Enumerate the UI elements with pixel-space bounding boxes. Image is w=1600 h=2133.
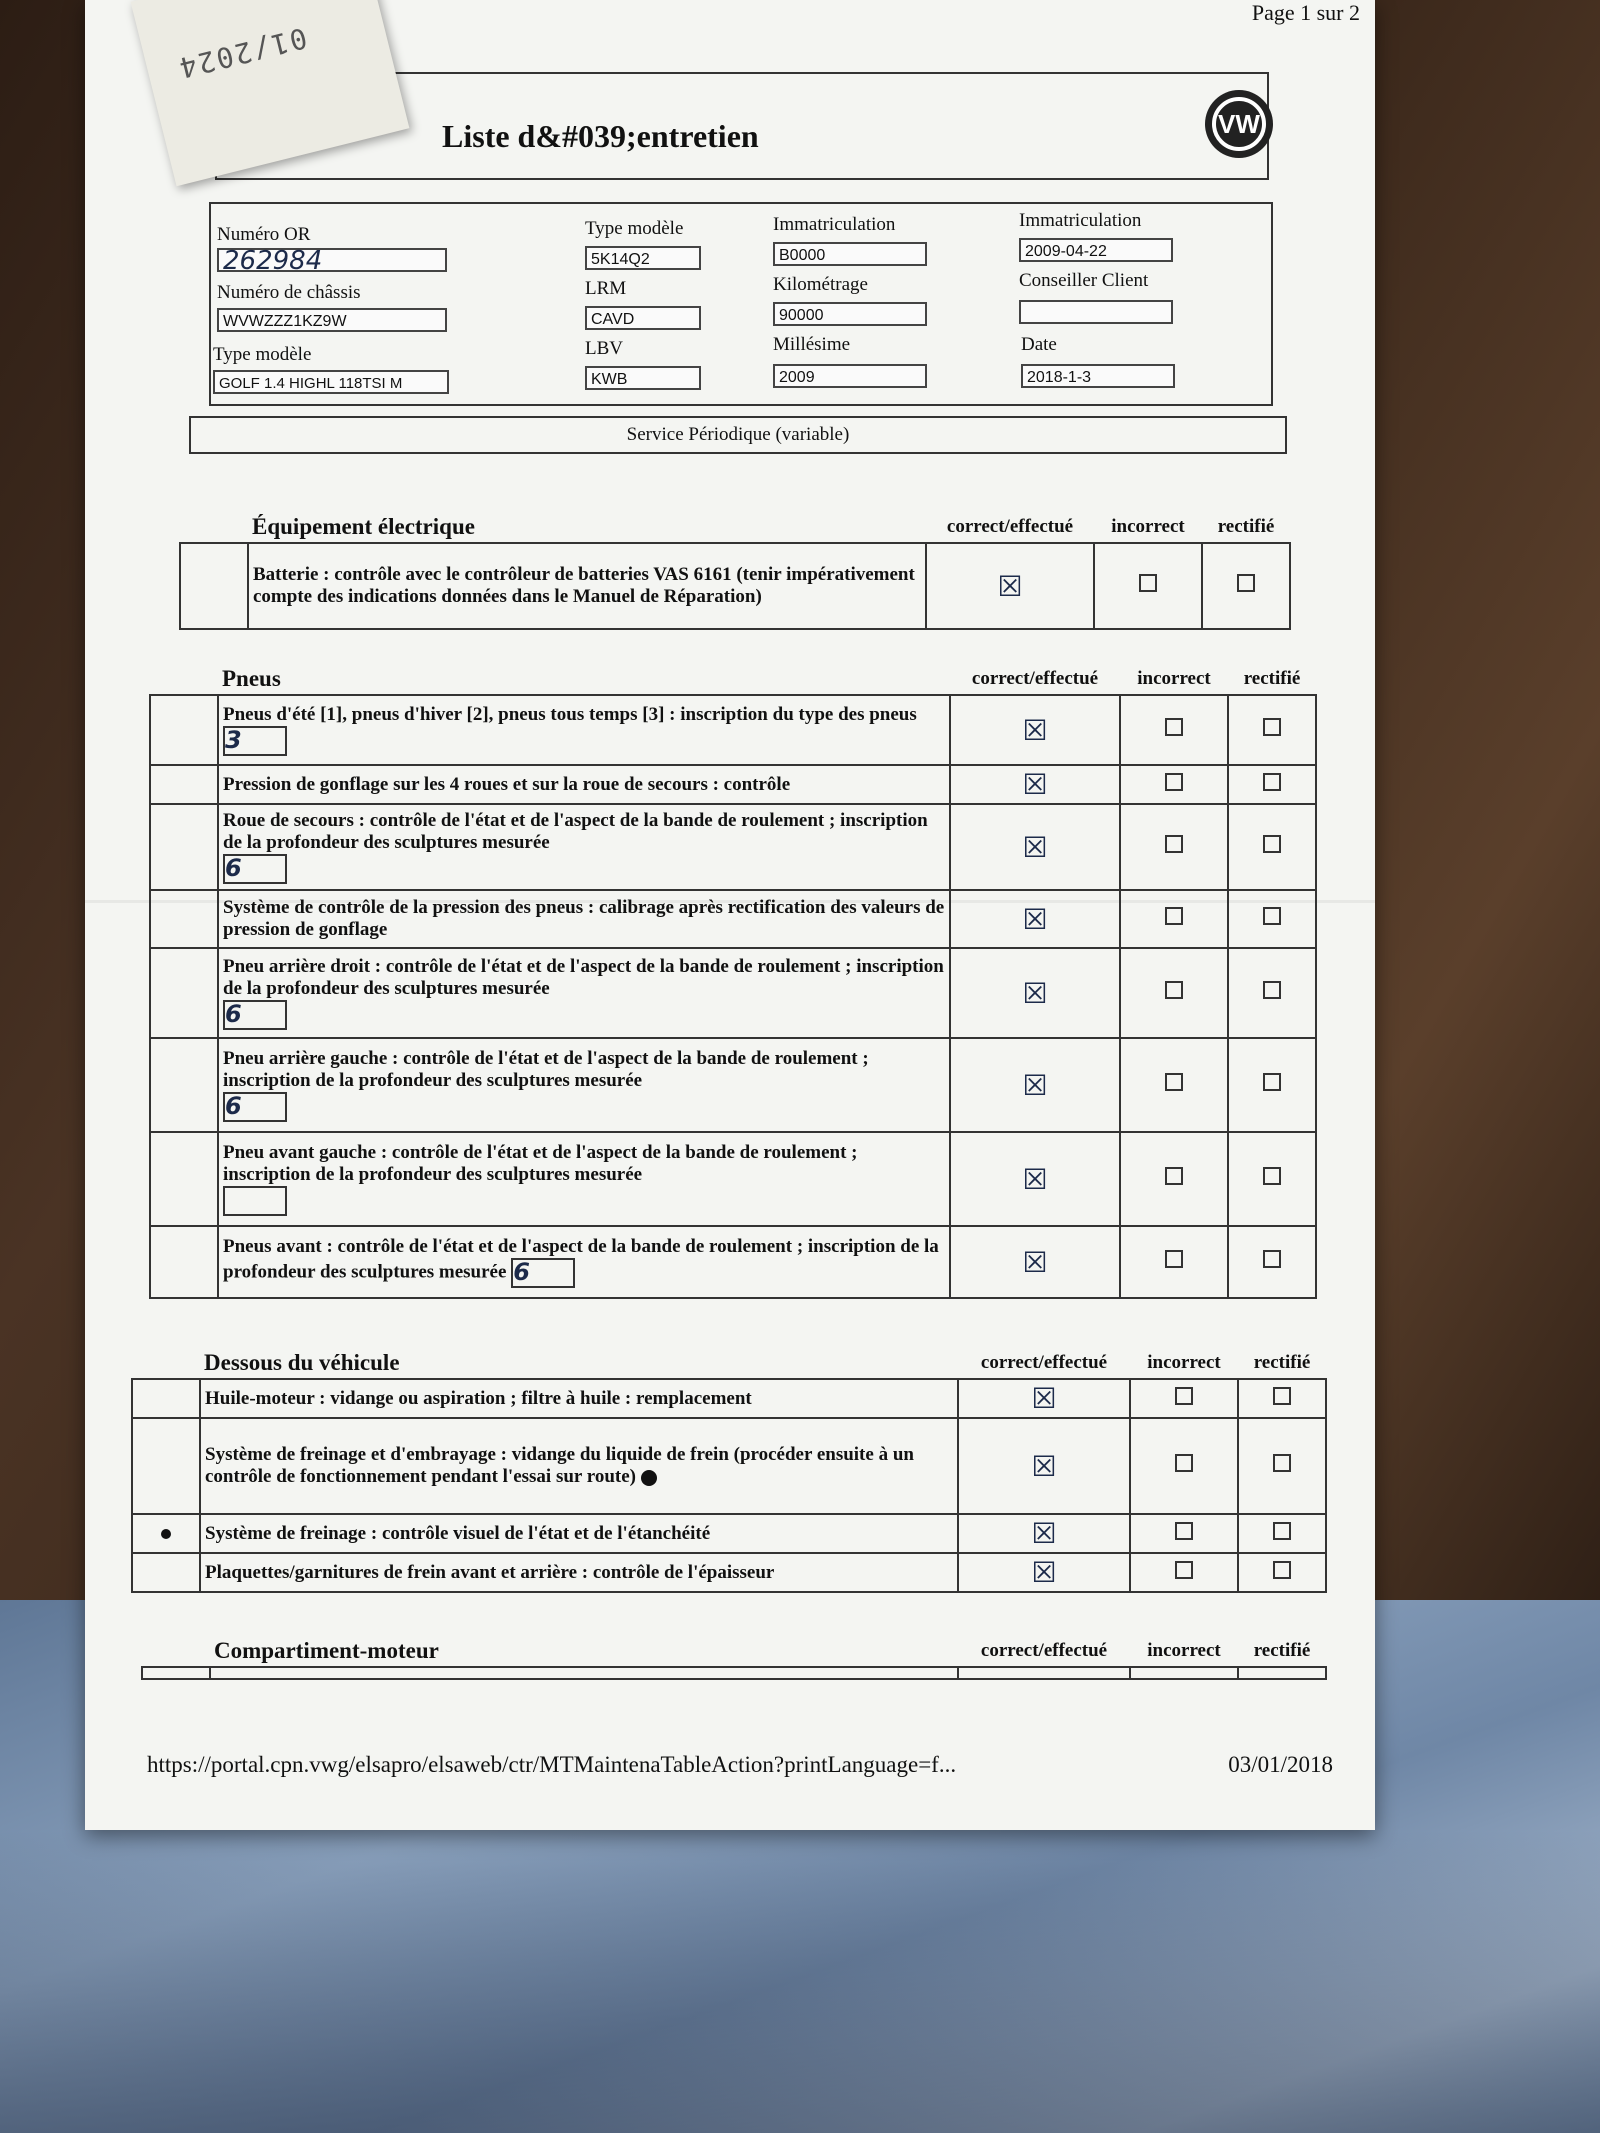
incorrect-checkbox[interactable]: [1165, 718, 1183, 736]
table-row: [150, 1038, 1316, 1132]
item-text: Pression de gonflage sur les 4 roues et sur la roue de secours : contrôle: [218, 765, 950, 804]
table-row: [132, 1379, 1326, 1418]
item-text: Plaquettes/garnitures de frein avant et arrière : contrôle de l'épaisseur: [200, 1553, 958, 1592]
type-code-label: Type modèle: [585, 218, 684, 239]
vw-logo-text: VW: [1212, 97, 1266, 151]
checked-mark[interactable]: ☒: [997, 569, 1023, 603]
section-title-electrique: Équipement électrique: [248, 512, 926, 543]
rectifie-checkbox[interactable]: [1263, 718, 1281, 736]
jeans-shadow: [0, 1830, 1600, 2133]
col-rectifie: rectifié: [1238, 1348, 1326, 1379]
rectifie-checkbox[interactable]: [1263, 835, 1281, 853]
section-dessous: [131, 1348, 1327, 1593]
lbv-label: LBV: [585, 338, 623, 359]
sticky-note-text: 01/2024: [174, 20, 311, 85]
item-text: Pneus d'été [1], pneus d'hiver [2], pneus tous temps [3] : inscription du type des pneus: [223, 704, 917, 725]
numero-or-label: Numéro OR: [217, 224, 311, 245]
checked-mark[interactable]: ☒: [1031, 1449, 1057, 1483]
section-pneus: [149, 664, 1317, 1299]
incorrect-checkbox[interactable]: [1175, 1522, 1193, 1540]
type-modele-field[interactable]: GOLF 1.4 HIGHL 118TSI M: [213, 370, 449, 394]
rectifie-checkbox[interactable]: [1273, 1561, 1291, 1579]
table-row: [132, 1418, 1326, 1514]
item-text: Batterie : contrôle avec le contrôleur de batteries VAS 6161 (tenir impérativement compte des indications données dans le Manuel de Réparation): [248, 543, 926, 629]
col-rectifie: rectifié: [1228, 664, 1316, 695]
checked-mark[interactable]: ☒: [1022, 830, 1048, 864]
item-text: Système de freinage et d'embrayage : vidange du liquide de frein (procéder ensuite à un contrôle de fonctionnement pendant l'essai sur route): [205, 1444, 914, 1487]
radio-icon: [161, 1529, 171, 1539]
rectifie-checkbox[interactable]: [1237, 574, 1255, 592]
checked-mark[interactable]: ☒: [1022, 1245, 1048, 1279]
table-row: [150, 695, 1316, 765]
immatriculation-field[interactable]: B0000: [773, 242, 927, 266]
section-title-pneus: Pneus: [218, 664, 950, 695]
section-electrique: [179, 512, 1291, 630]
rectifie-checkbox[interactable]: [1263, 773, 1281, 791]
incorrect-checkbox[interactable]: [1165, 1073, 1183, 1091]
checked-mark[interactable]: ☒: [1031, 1382, 1057, 1415]
checked-mark[interactable]: ☒: [1022, 713, 1048, 747]
col-rectifie: rectifié: [1238, 1636, 1326, 1667]
col-correct: correct/effectué: [958, 1348, 1130, 1379]
depth-input[interactable]: 6: [223, 1092, 287, 1122]
item-text: Pneus avant : contrôle de l'état et de l'aspect de la bande de roulement ; inscription de la profondeur des sculptures mesurée: [223, 1236, 939, 1283]
rectifie-checkbox[interactable]: [1263, 907, 1281, 925]
vw-logo-icon: [1205, 90, 1273, 158]
item-text: Système de freinage : contrôle visuel de l'état et de l'étanchéité: [200, 1514, 958, 1553]
rectifie-checkbox[interactable]: [1273, 1387, 1291, 1405]
col-rectifie: rectifié: [1202, 512, 1290, 543]
table-row: [150, 948, 1316, 1038]
lrm-field[interactable]: CAVD: [585, 306, 701, 330]
bullet-icon: [641, 1470, 657, 1486]
incorrect-checkbox[interactable]: [1175, 1454, 1193, 1472]
table-row: [150, 890, 1316, 948]
footer-date: 03/01/2018: [1228, 1752, 1333, 1777]
rectifie-checkbox[interactable]: [1273, 1522, 1291, 1540]
table-row: [150, 1132, 1316, 1226]
date-field[interactable]: 2018-1-3: [1021, 364, 1175, 388]
rectifie-checkbox[interactable]: [1263, 981, 1281, 999]
maintenance-document: [85, 0, 1375, 1830]
table-row: [132, 1553, 1326, 1592]
rectifie-checkbox[interactable]: [1263, 1073, 1281, 1091]
immat-date-field[interactable]: 2009-04-22: [1019, 238, 1173, 262]
table-row: [180, 543, 1290, 629]
page-number: Page 1 sur 2: [1251, 0, 1360, 25]
section-title-moteur: Compartiment-moteur: [210, 1636, 958, 1667]
kilometrage-field[interactable]: 90000: [773, 302, 927, 326]
checked-mark[interactable]: ☒: [1031, 1556, 1057, 1589]
conseiller-field[interactable]: [1019, 300, 1173, 324]
checked-mark[interactable]: ☒: [1022, 768, 1048, 801]
item-text: Huile-moteur : vidange ou aspiration ; filtre à huile : remplacement: [200, 1379, 958, 1418]
incorrect-checkbox[interactable]: [1175, 1387, 1193, 1405]
table-row: [150, 1226, 1316, 1298]
item-text: Système de contrôle de la pression des pneus : calibrage après rectification des valeurs de pression de gonflage: [218, 890, 950, 948]
section-title-dessous: Dessous du véhicule: [200, 1348, 958, 1379]
item-text: Roue de secours : contrôle de l'état et de l'aspect de la bande de roulement ; inscription de la profondeur des sculptures mesurée: [223, 810, 928, 853]
rectifie-checkbox[interactable]: [1273, 1454, 1291, 1472]
rectifie-checkbox[interactable]: [1263, 1250, 1281, 1268]
item-text: Pneu avant gauche : contrôle de l'état et de l'aspect de la bande de roulement ; inscription de la profondeur des sculptures mesurée: [223, 1142, 858, 1185]
chassis-label: Numéro de châssis: [217, 282, 361, 303]
col-correct: correct/effectué: [950, 664, 1120, 695]
incorrect-checkbox[interactable]: [1165, 907, 1183, 925]
table-row: [150, 765, 1316, 804]
table-row: [150, 804, 1316, 890]
lrm-label: LRM: [585, 278, 627, 299]
col-incorrect: incorrect: [1130, 1348, 1238, 1379]
conseiller-label: Conseiller Client: [1019, 270, 1149, 291]
incorrect-checkbox[interactable]: [1139, 574, 1157, 592]
col-correct: correct/effectué: [926, 512, 1094, 543]
checked-mark[interactable]: ☒: [1022, 902, 1048, 936]
date-label: Date: [1021, 334, 1057, 355]
type-modele-label: Type modèle: [213, 344, 312, 365]
incorrect-checkbox[interactable]: [1165, 981, 1183, 999]
document-title: Liste d&#039;entretien: [442, 118, 759, 154]
immat-date-label: Immatriculation: [1019, 210, 1142, 231]
incorrect-checkbox[interactable]: [1165, 1250, 1183, 1268]
depth-input[interactable]: 6: [511, 1258, 575, 1288]
incorrect-checkbox[interactable]: [1165, 1167, 1183, 1185]
incorrect-checkbox[interactable]: [1165, 835, 1183, 853]
immatriculation-label: Immatriculation: [773, 214, 896, 235]
checked-mark[interactable]: ☒: [1022, 1068, 1048, 1102]
col-incorrect: incorrect: [1094, 512, 1202, 543]
incorrect-checkbox[interactable]: [1175, 1561, 1193, 1579]
depth-input[interactable]: 6: [223, 854, 287, 884]
incorrect-checkbox[interactable]: [1165, 773, 1183, 791]
checked-mark[interactable]: ☒: [1031, 1517, 1057, 1550]
lbv-field[interactable]: KWB: [585, 366, 701, 390]
tire-type-input[interactable]: 3: [223, 726, 287, 756]
type-code-field[interactable]: 5K14Q2: [585, 246, 701, 270]
millesime-label: Millésime: [773, 334, 851, 355]
depth-input[interactable]: [223, 1186, 287, 1216]
table-row: [132, 1514, 1326, 1553]
service-type: Service Périodique (variable): [189, 416, 1287, 454]
millesime-field[interactable]: 2009: [773, 364, 927, 388]
vehicle-info-box: [209, 202, 1273, 406]
chassis-field[interactable]: WVWZZZ1KZ9W: [217, 308, 447, 332]
item-text: Pneu arrière gauche : contrôle de l'état et de l'aspect de la bande de roulement ; inscription de la profondeur des sculptures mesurée: [223, 1048, 869, 1091]
checked-mark[interactable]: ☒: [1022, 976, 1048, 1010]
item-text: Pneu arrière droit : contrôle de l'état et de l'aspect de la bande de roulement ; inscription de la profondeur des sculptures mesurée: [223, 956, 944, 999]
checked-mark[interactable]: ☒: [1022, 1162, 1048, 1196]
section-moteur: [141, 1636, 1327, 1680]
col-incorrect: incorrect: [1120, 664, 1228, 695]
numero-or-field[interactable]: 262984: [217, 248, 447, 272]
footer-url: https://portal.cpn.vwg/elsapro/elsaweb/ctr/MTMaintenaTableAction?printLanguage=f...: [147, 1752, 957, 1777]
col-incorrect: incorrect: [1130, 1636, 1238, 1667]
depth-input[interactable]: 6: [223, 1000, 287, 1030]
rectifie-checkbox[interactable]: [1263, 1167, 1281, 1185]
kilometrage-label: Kilométrage: [773, 274, 868, 295]
col-correct: correct/effectué: [958, 1636, 1130, 1667]
